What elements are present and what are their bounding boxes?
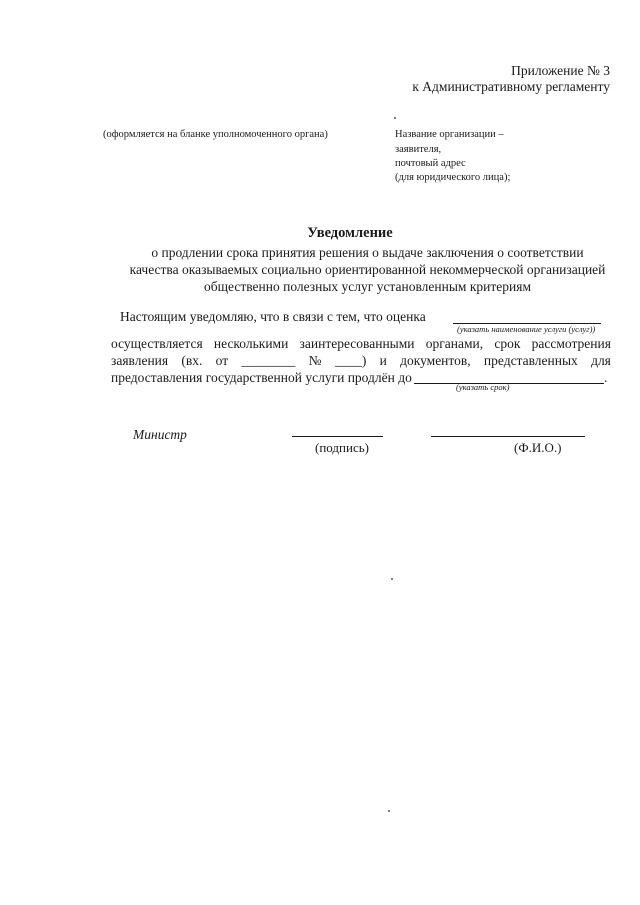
period: . bbox=[604, 370, 608, 385]
notice-subject-line: качества оказываемых социально ориентированной некоммерческой организацией bbox=[129, 262, 606, 277]
body-line-justified bbox=[111, 353, 611, 369]
body-word: документов, bbox=[400, 353, 471, 368]
addressee-line: (для юридического лица); bbox=[395, 172, 511, 183]
addressee-line: Название организации – bbox=[395, 129, 504, 140]
body-word: заявления bbox=[111, 353, 169, 368]
signature-line bbox=[292, 436, 383, 437]
body-line-justified bbox=[111, 336, 611, 352]
body-word: и bbox=[379, 353, 387, 368]
appendix-subtitle: к Административному регламенту bbox=[412, 79, 610, 94]
body-paragraph-start: Настоящим уведомляю, что в связи с тем, что оценка bbox=[120, 309, 426, 324]
body-word: срок bbox=[494, 336, 521, 351]
blank-note: (оформляется на бланке уполномоченного органа) bbox=[103, 129, 328, 140]
scan-speck bbox=[388, 810, 390, 812]
body-word: представленных bbox=[483, 353, 578, 368]
addressee-line: заявителя, bbox=[395, 144, 442, 155]
scan-speck bbox=[391, 578, 393, 580]
body-word: заинтересованными bbox=[299, 336, 415, 351]
body-word: осуществляется bbox=[111, 336, 203, 351]
body-word: № bbox=[308, 353, 322, 368]
scan-speck bbox=[394, 117, 396, 119]
service-name-hint: (указать наименование услуги (услуг)) bbox=[457, 324, 596, 334]
body-word: органами, bbox=[425, 336, 484, 351]
minister-label: Министр bbox=[133, 427, 187, 442]
body-word: ____) bbox=[334, 353, 367, 368]
fio-line bbox=[431, 436, 585, 437]
notice-subject-line: о продлении срока принятия решения о выдаче заключения о соответствии bbox=[151, 245, 584, 260]
body-word: ________ bbox=[241, 353, 296, 368]
body-paragraph-end: предоставления государственной услуги продлён до bbox=[111, 370, 412, 385]
term-hint: (указать срок) bbox=[456, 382, 510, 392]
fio-caption: (Ф.И.О.) bbox=[514, 440, 562, 455]
body-word: для bbox=[591, 353, 611, 368]
body-word: рассмотрения bbox=[531, 336, 611, 351]
appendix-title: Приложение № 3 bbox=[511, 63, 610, 78]
notice-subject-line: общественно полезных услуг установленным критериям bbox=[204, 279, 531, 294]
body-word: от bbox=[215, 353, 229, 368]
addressee-line: почтовый адрес bbox=[395, 158, 466, 169]
signature-caption: (подпись) bbox=[315, 440, 369, 455]
body-word: несколькими bbox=[213, 336, 289, 351]
body-word: (вх. bbox=[181, 353, 203, 368]
notice-title: Уведомление bbox=[307, 225, 393, 241]
